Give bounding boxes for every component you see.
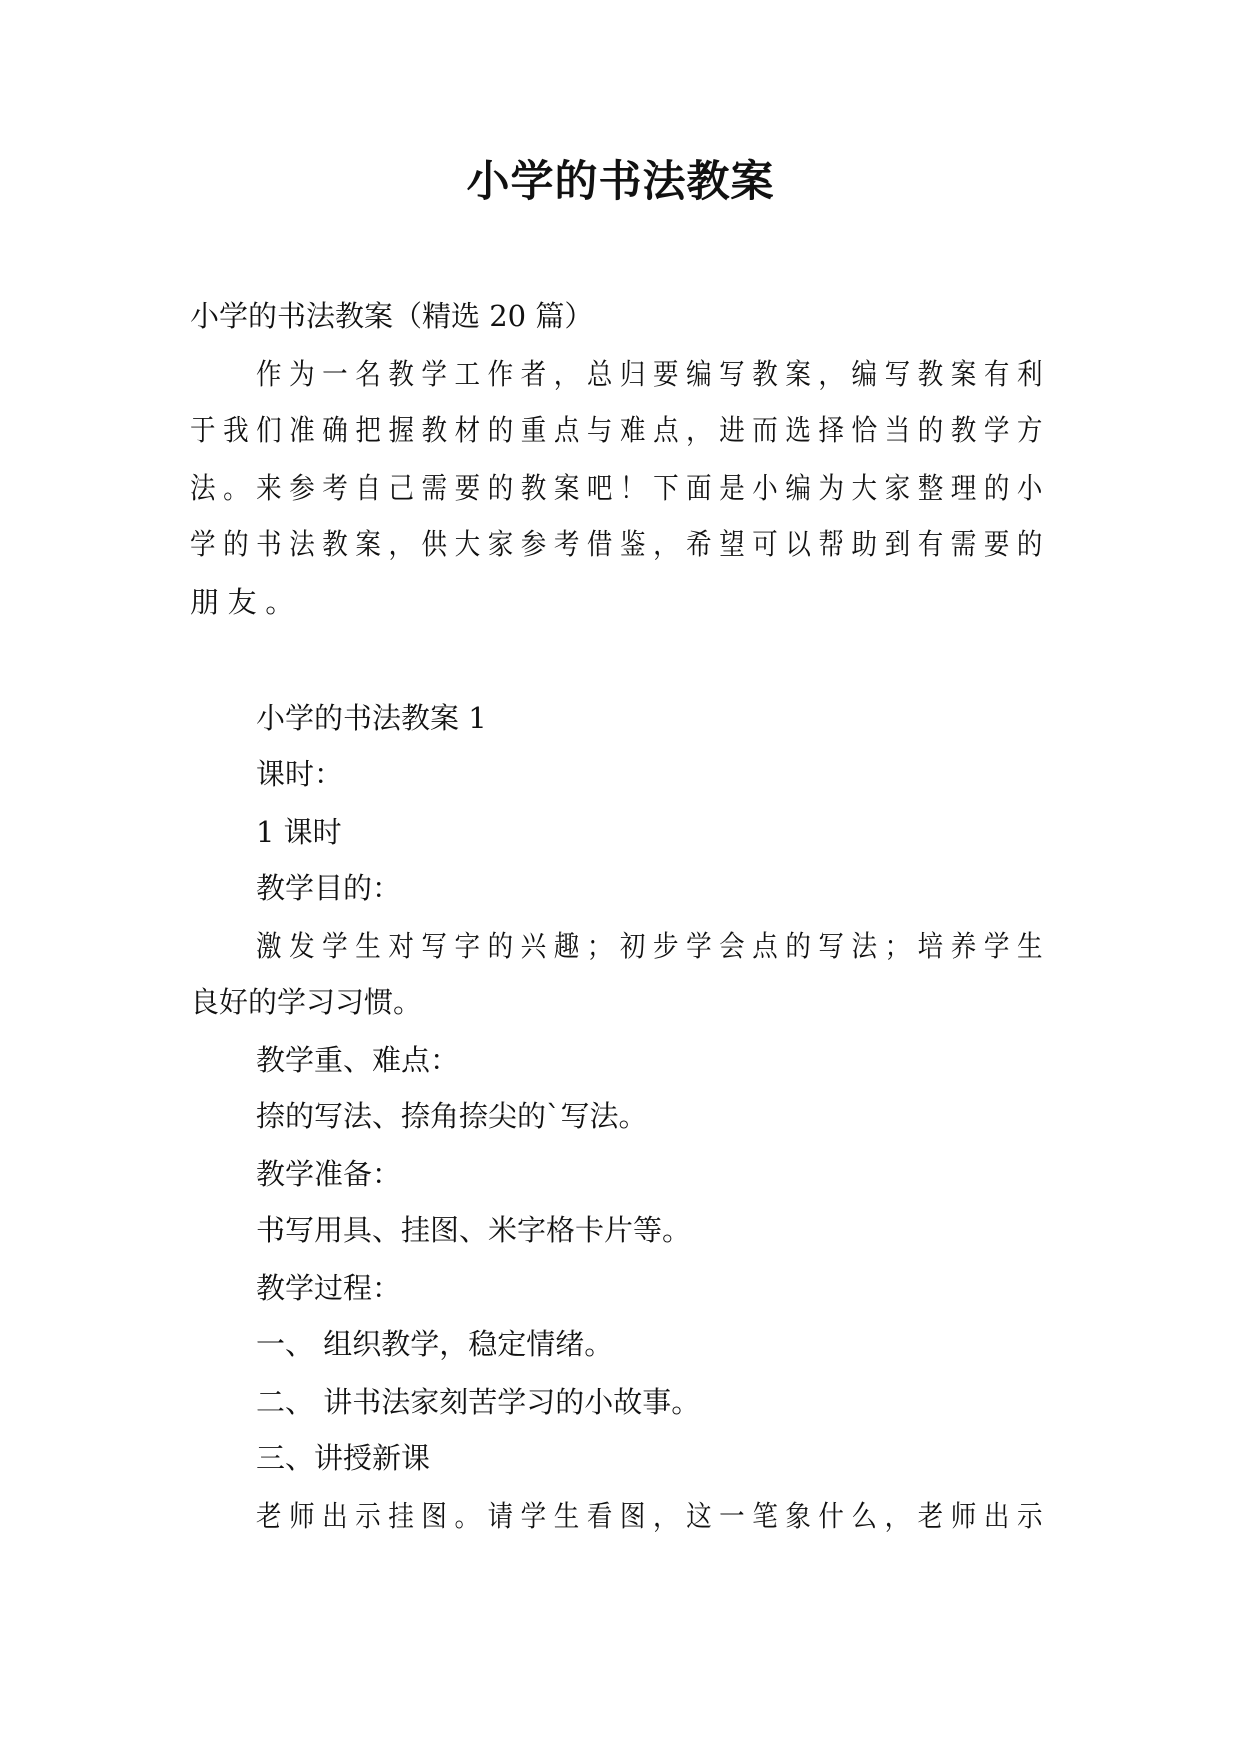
lesson-line: 捺的写法、捺角捺尖的`写法。 bbox=[256, 1099, 648, 1133]
lesson-line: 二、 讲书法家刻苦学习的小故事。 bbox=[256, 1385, 701, 1419]
lesson-line: 教学目的： bbox=[256, 871, 402, 905]
lesson-line: 教学准备： bbox=[256, 1157, 402, 1191]
lesson-line: 一、 组织教学，稳定情绪。 bbox=[256, 1327, 614, 1361]
intro-line: 于我们准确把握教材的重点与难点，进而选择恰当的教学方 bbox=[190, 413, 1051, 447]
intro-line: 朋友。 bbox=[190, 585, 303, 619]
document-title: 小学的书法教案 bbox=[466, 157, 775, 207]
section-heading: 小学的书法教案 1 bbox=[256, 701, 487, 735]
document-subtitle: 小学的书法教案（精选 20 篇） bbox=[190, 299, 594, 333]
lesson-line: 书写用具、挂图、米字格卡片等。 bbox=[256, 1213, 692, 1247]
lesson-line: 三、讲授新课 bbox=[256, 1441, 431, 1475]
lesson-line: 教学重、难点： bbox=[256, 1043, 460, 1077]
lesson-line: 老师出示挂图。请学生看图，这一笔象什么，老师出示 bbox=[256, 1499, 1051, 1533]
lesson-line: 教学过程： bbox=[256, 1271, 402, 1305]
intro-line: 法。来参考自己需要的教案吧！下面是小编为大家整理的小 bbox=[190, 471, 1051, 505]
lesson-line: 1 课时 bbox=[256, 815, 342, 849]
lesson-line: 课时： bbox=[256, 757, 344, 791]
intro-line: 学的书法教案，供大家参考借鉴，希望可以帮助到有需要的 bbox=[190, 527, 1051, 561]
lesson-line: 激发学生对写字的兴趣；初步学会点的写法；培养学生 bbox=[256, 929, 1051, 963]
intro-line: 作为一名教学工作者，总归要编写教案，编写教案有利 bbox=[256, 357, 1051, 391]
lesson-line: 良好的学习习惯。 bbox=[190, 985, 423, 1019]
